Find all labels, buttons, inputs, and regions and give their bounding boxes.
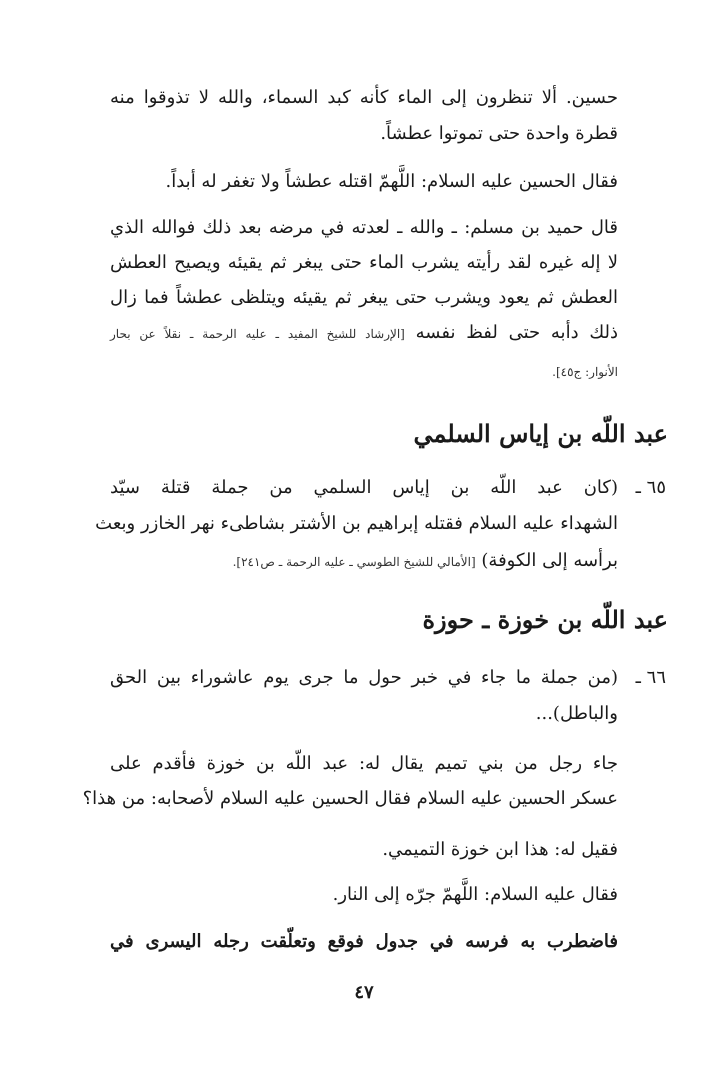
text-line: جاء رجل من بني تميم يقال له: عبد اللّه بن خوزة فأقدم على [110, 753, 618, 774]
text-line: قال حميد بن مسلم: ـ والله ـ لعدته في مرضه بعد ذلك فوالله الذي [110, 217, 618, 238]
text-line: (من جملة ما جاء في خبر حول ما جرى يوم عاشوراء بين الحق [110, 667, 618, 688]
citation: الأنوار: ج٤٥]. [552, 365, 618, 379]
text-line: قطرة واحدة حتى تموتوا عطشاً. [380, 123, 618, 144]
text-line-with-citation [110, 321, 618, 346]
section-heading: عبد اللّه بن إياس السلمي [413, 419, 668, 448]
entry-number: ٦٦ ـ [635, 667, 666, 688]
text-line-with-citation [233, 549, 618, 574]
page-number: ٤٧ [354, 982, 374, 1003]
text-segment: برأسه إلى الكوفة) [481, 550, 618, 571]
text-line: حسين. ألا تنظرون إلى الماء كأنه كبد السماء، والله لا تذوقوا منه [110, 87, 618, 108]
text-line: فقال عليه السلام: اللَّهمّ جرّه إلى النار. [332, 884, 618, 905]
citation: [الأمالي للشيخ الطوسي ـ عليه الرحمة ـ ص٢٤١]. [232, 555, 476, 569]
text-line: (كان عبد اللّه بن إياس السلمي من جملة قتلة سيّد [110, 477, 618, 498]
text-line: فقيل له: هذا ابن خوزة التميمي. [382, 839, 618, 860]
text-line: عسكر الحسين عليه السلام فقال الحسين عليه السلام لأصحابه: من هذا؟ [82, 788, 618, 809]
text-segment: ذلك دأبه حتى لفظ نفسه [415, 322, 618, 343]
text-line: فاضطرب به فرسه في جدول فوقع وتعلّقت رجله اليسرى في [110, 931, 618, 952]
text-line: الشهداء عليه السلام فقتله إبراهيم بن الأشتر بشاطىء نهر الخازر وبعث [95, 513, 618, 534]
text-line: فقال الحسين عليه السلام: اللَّهمّ اقتله عطشاً ولا تغفر له أبداً. [165, 171, 618, 192]
section-heading: عبد اللّه بن خوزة ـ حوزة [422, 605, 668, 634]
text-line: لا إله غيره لقد رأيته يشرب الماء حتى يبغر ثم يقيئه ويصيح العطش [110, 252, 618, 273]
text-line: العطش ثم يعود ويشرب حتى يبغر ثم يقيئه ويتلظى عطشاً فما زال [110, 287, 618, 308]
text-line: والباطل)... [535, 703, 618, 724]
entry-number: ٦٥ ـ [635, 477, 666, 498]
citation: [الإرشاد للشيخ المفيد ـ عليه الرحمة ـ نقلاً عن بحار [110, 327, 405, 341]
